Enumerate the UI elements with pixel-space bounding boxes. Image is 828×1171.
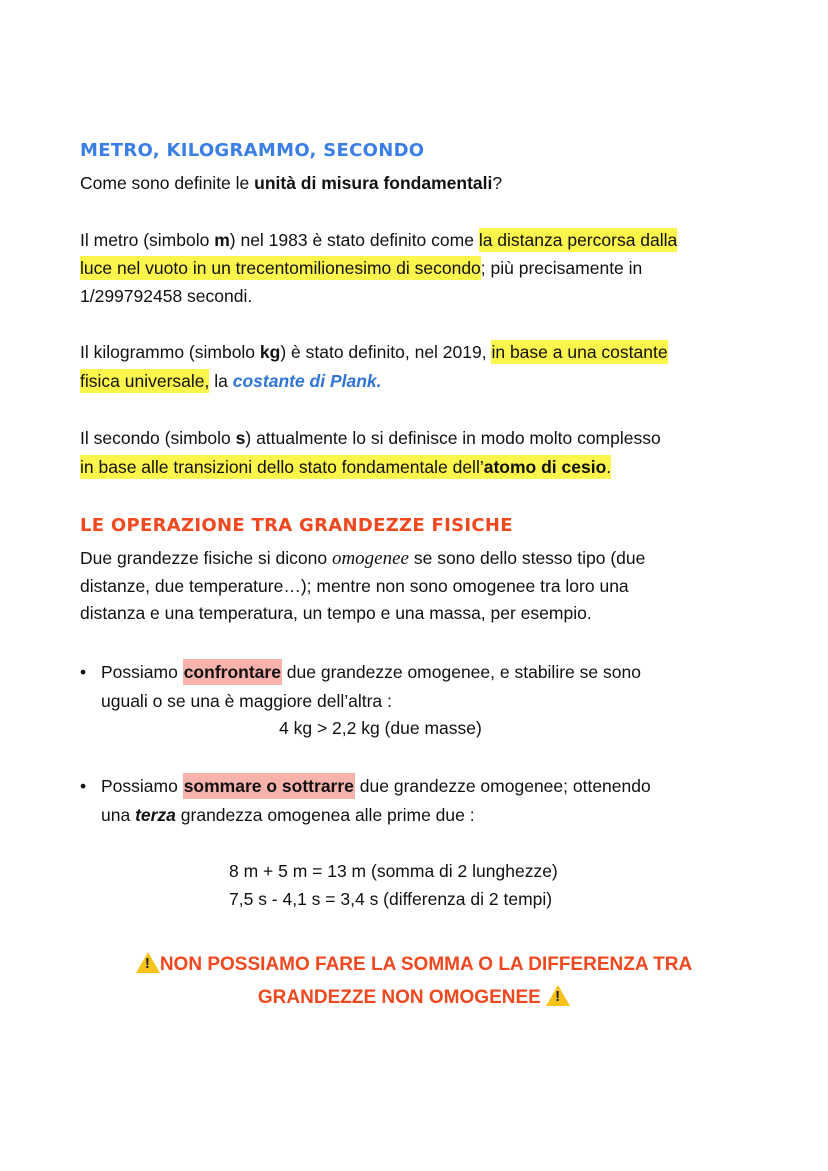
question-line: Come sono definite le unità di misura fondamentali? [80, 173, 503, 193]
secondo-line-2 [80, 454, 611, 480]
bullet-icon: • [80, 776, 87, 796]
kg-line-1: Il kilogrammo (simbolo kg) è stato definito, nel 2019, in base a una costante [80, 342, 668, 362]
bullet-icon: • [80, 662, 87, 682]
highlight: sommare o sottrarre [183, 773, 355, 799]
warning-line-1: !NON POSSIAMO FARE LA SOMMA O LA DIFFERENZA TRA [0, 952, 828, 978]
metro-line-2: luce nel vuoto in un trecentomilionesimo di secondo; più precisamente in [80, 258, 643, 278]
example-sum: 8 m + 5 m = 13 m (somma di 2 lunghezze) [229, 861, 558, 881]
metro-line-1: Il metro (simbolo m) nel 1983 è stato definito come la distanza percorsa dalla [80, 230, 678, 250]
warning-line-2: GRANDEZZE NON OMOGENEE ! [0, 985, 828, 1011]
highlight: in base alle transizioni dello stato fondamentale dell’atomo di cesio. [80, 457, 612, 477]
bullet1-line-2: uguali o se una è maggiore dell’altra : [101, 691, 392, 711]
intro-line-1: Due grandezze fisiche si dicono omogenee se sono dello stesso tipo (due [80, 548, 646, 569]
bullet1-line-1: Possiamo confrontare due grandezze omogenee, e stabilire se sono [101, 659, 641, 685]
intro-line-2: distanze, due temperature…); mentre non sono omogenee tra loro una [80, 576, 629, 596]
warning-icon [546, 985, 570, 1006]
section-title-units: METRO, KILOGRAMMO, SECONDO [80, 140, 425, 161]
highlight: la distanza percorsa dalla [478, 230, 678, 250]
bullet2-line-1: Possiamo sommare o sottrarre due grandezze omogenee; ottenendo [101, 773, 651, 799]
warning-icon [136, 952, 160, 973]
bullet2-line-2: una terza grandezza omogenea alle prime due : [101, 805, 475, 825]
example-difference: 7,5 s - 4,1 s = 3,4 s (differenza di 2 tempi) [229, 889, 553, 909]
secondo-line-1: Il secondo (simbolo s) attualmente lo si definisce in modo molto complesso [80, 428, 661, 448]
highlight: fisica universale, [80, 371, 210, 391]
highlight: in base a una costante [491, 342, 668, 362]
section-title-operations: LE OPERAZIONE TRA GRANDEZZE FISICHE [80, 515, 513, 536]
plank-constant-text: costante di Plank. [232, 371, 382, 391]
kg-line-2: fisica universale, la costante di Plank. [80, 371, 382, 391]
metro-line-3: 1/299792458 secondi. [80, 286, 253, 306]
highlight: luce nel vuoto in un trecentomilionesimo di secondo [80, 258, 481, 278]
highlight: confrontare [183, 659, 282, 685]
intro-line-3: distanza e una temperatura, un tempo e una massa, per esempio. [80, 603, 592, 623]
example-masses: 4 kg > 2,2 kg (due masse) [279, 718, 482, 738]
